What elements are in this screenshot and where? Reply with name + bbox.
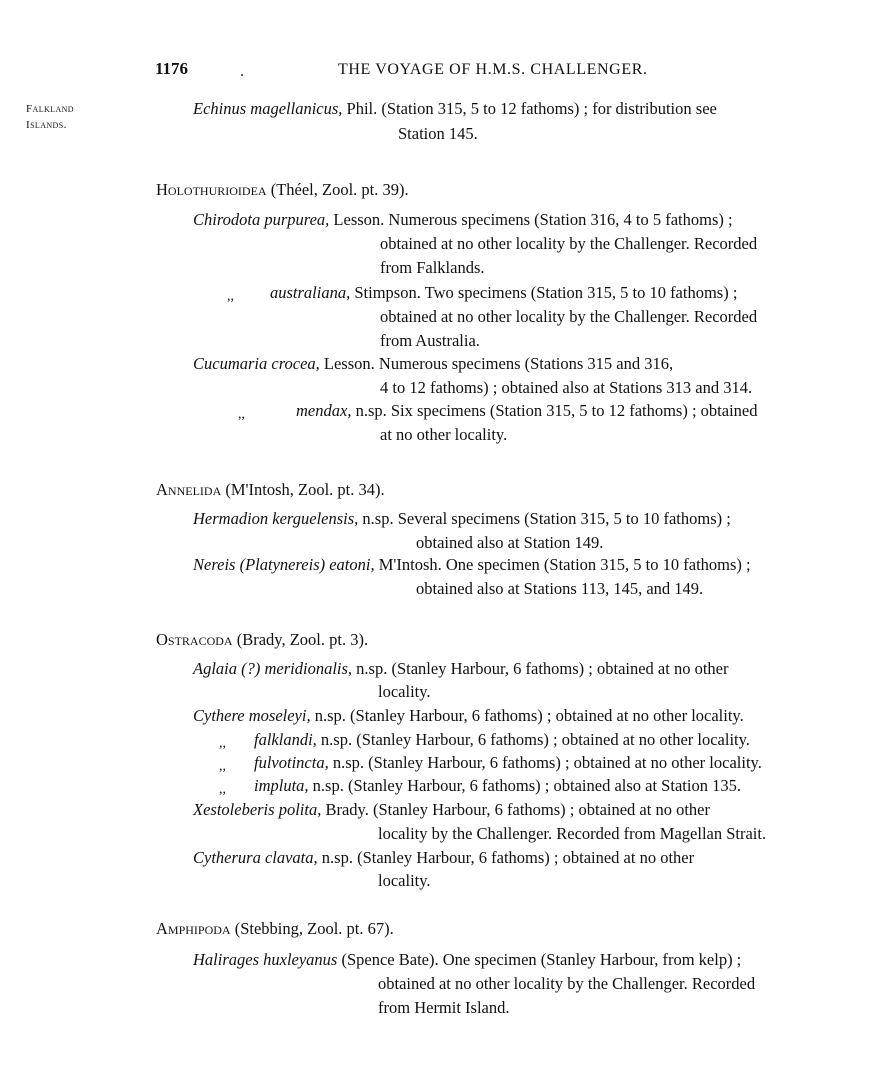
species-entry xyxy=(193,511,731,528)
entry-continuation: obtained also at Stations 113, 145, and 149. xyxy=(416,579,704,598)
species-entry xyxy=(193,101,717,118)
entry-continuation: locality. xyxy=(378,682,431,701)
section-reference: (Brady, Zool. pt. 3). xyxy=(232,630,369,649)
species-name: Cucumaria crocea, xyxy=(193,354,320,373)
entry-text: Lesson. Numerous specimens (Station 316, 4 to 5 fathoms) ; xyxy=(329,210,733,229)
header-dot: . xyxy=(240,63,245,80)
entry-continuation: from Falklands. xyxy=(380,258,485,277)
species-name: Halirages huxleyanus xyxy=(193,950,338,969)
ditto-mark: ,, xyxy=(219,759,226,774)
ditto-mark: ,, xyxy=(227,289,234,304)
species-entry xyxy=(193,952,741,969)
species-entry xyxy=(193,356,673,373)
entry-continuation: from Hermit Island. xyxy=(378,998,510,1017)
species-name: Cythere moseleyi, xyxy=(193,706,311,725)
entry-continuation: obtained at no other locality by the Challenger. Recorded xyxy=(380,307,758,326)
entry-text: n.sp. (Stanley Harbour, 6 fathoms) ; obtained at no other locality. xyxy=(328,753,762,772)
entry-text: M'Intosh. One specimen (Station 315, 5 to 10 fathoms) ; xyxy=(374,555,751,574)
entry-continuation: locality. xyxy=(378,871,431,890)
species-name: Chirodota purpurea, xyxy=(193,210,330,229)
entry-text: (Spence Bate). One specimen (Stanley Harbour, from kelp) ; xyxy=(337,950,742,969)
species-name: Cytherura clavata, xyxy=(193,848,318,867)
section-reference: (Stebbing, Zool. pt. 67). xyxy=(230,919,394,938)
species-entry xyxy=(254,778,741,795)
species-entry xyxy=(254,755,762,772)
entry-continuation: Station 145. xyxy=(398,124,478,143)
section-heading-amphipoda xyxy=(156,921,394,938)
entry-continuation: locality by the Challenger. Recorded from Magellan Strait. xyxy=(378,824,767,843)
species-entry xyxy=(193,802,710,819)
species-name: Xestoleberis polita, xyxy=(193,800,322,819)
species-name: falklandi, xyxy=(254,730,317,749)
entry-text: Lesson. Numerous specimens (Stations 315 and 316, xyxy=(319,354,674,373)
section-name: Ostracoda xyxy=(156,630,233,649)
entry-continuation: at no other locality. xyxy=(380,425,508,444)
entry-continuation: obtained also at Station 149. xyxy=(416,533,604,552)
section-reference: (Théel, Zool. pt. 39). xyxy=(266,180,409,199)
entry-text: n.sp. (Stanley Harbour, 6 fathoms) ; obtained at no other locality. xyxy=(316,730,750,749)
running-title: THE VOYAGE OF H.M.S. CHALLENGER. xyxy=(338,61,648,78)
species-entry xyxy=(270,285,737,302)
species-name: Nereis (Platynereis) eatoni, xyxy=(193,555,375,574)
ditto-mark: ,, xyxy=(238,407,245,422)
page-number: 1176 xyxy=(155,59,189,78)
entry-text: n.sp. (Stanley Harbour, 6 fathoms) ; obtained at no other locality. xyxy=(310,706,744,725)
species-entry xyxy=(193,850,694,867)
entry-text: n.sp. (Stanley Harbour, 6 fathoms) ; obtained at no other xyxy=(317,848,695,867)
entry-continuation: obtained at no other locality by the Challenger. Recorded xyxy=(380,234,758,253)
entry-text: Phil. (Station 315, 5 to 12 fathoms) ; for distribution see xyxy=(342,99,717,118)
margin-note-line1: Falkland xyxy=(26,103,74,115)
margin-note-line2: Islands. xyxy=(26,119,67,131)
species-name: Hermadion kerguelensis, xyxy=(193,509,359,528)
species-name: impluta, xyxy=(254,776,309,795)
section-name: Annelida xyxy=(156,480,222,499)
species-entry xyxy=(296,403,758,420)
species-name: Aglaia (?) meridionalis, xyxy=(193,659,353,678)
species-entry xyxy=(193,212,733,229)
section-name: Amphipoda xyxy=(156,919,231,938)
entry-continuation: from Australia. xyxy=(380,331,480,350)
entry-continuation: 4 to 12 fathoms) ; obtained also at Stations 313 and 314. xyxy=(380,378,753,397)
entry-text: n.sp. (Stanley Harbour, 6 fathoms) ; obtained at no other xyxy=(352,659,729,678)
ditto-mark: ,, xyxy=(219,782,226,797)
ditto-mark: ,, xyxy=(219,736,226,751)
species-name: australiana, xyxy=(270,283,351,302)
section-reference: (M'Intosh, Zool. pt. 34). xyxy=(221,480,385,499)
species-name: Echinus magellanicus, xyxy=(193,99,343,118)
species-entry xyxy=(193,661,729,678)
section-heading-ostracoda xyxy=(156,632,368,649)
species-entry xyxy=(193,557,751,574)
species-entry xyxy=(254,732,750,749)
section-heading-holothurioidea xyxy=(156,182,409,199)
entry-text: n.sp. (Stanley Harbour, 6 fathoms) ; obtained also at Station 135. xyxy=(308,776,741,795)
section-name: Holothurioidea xyxy=(156,180,267,199)
entry-text: n.sp. Several specimens (Station 315, 5 to 10 fathoms) ; xyxy=(358,509,731,528)
entry-text: n.sp. Six specimens (Station 315, 5 to 12 fathoms) ; obtained xyxy=(351,401,758,420)
species-name: fulvotincta, xyxy=(254,753,329,772)
entry-continuation: obtained at no other locality by the Challenger. Recorded xyxy=(378,974,756,993)
species-name: mendax, xyxy=(296,401,352,420)
section-heading-annelida xyxy=(156,482,385,499)
species-entry xyxy=(193,708,744,725)
entry-text: Stimpson. Two specimens (Station 315, 5 to 10 fathoms) ; xyxy=(350,283,738,302)
entry-text: Brady. (Stanley Harbour, 6 fathoms) ; obtained at no other xyxy=(321,800,710,819)
